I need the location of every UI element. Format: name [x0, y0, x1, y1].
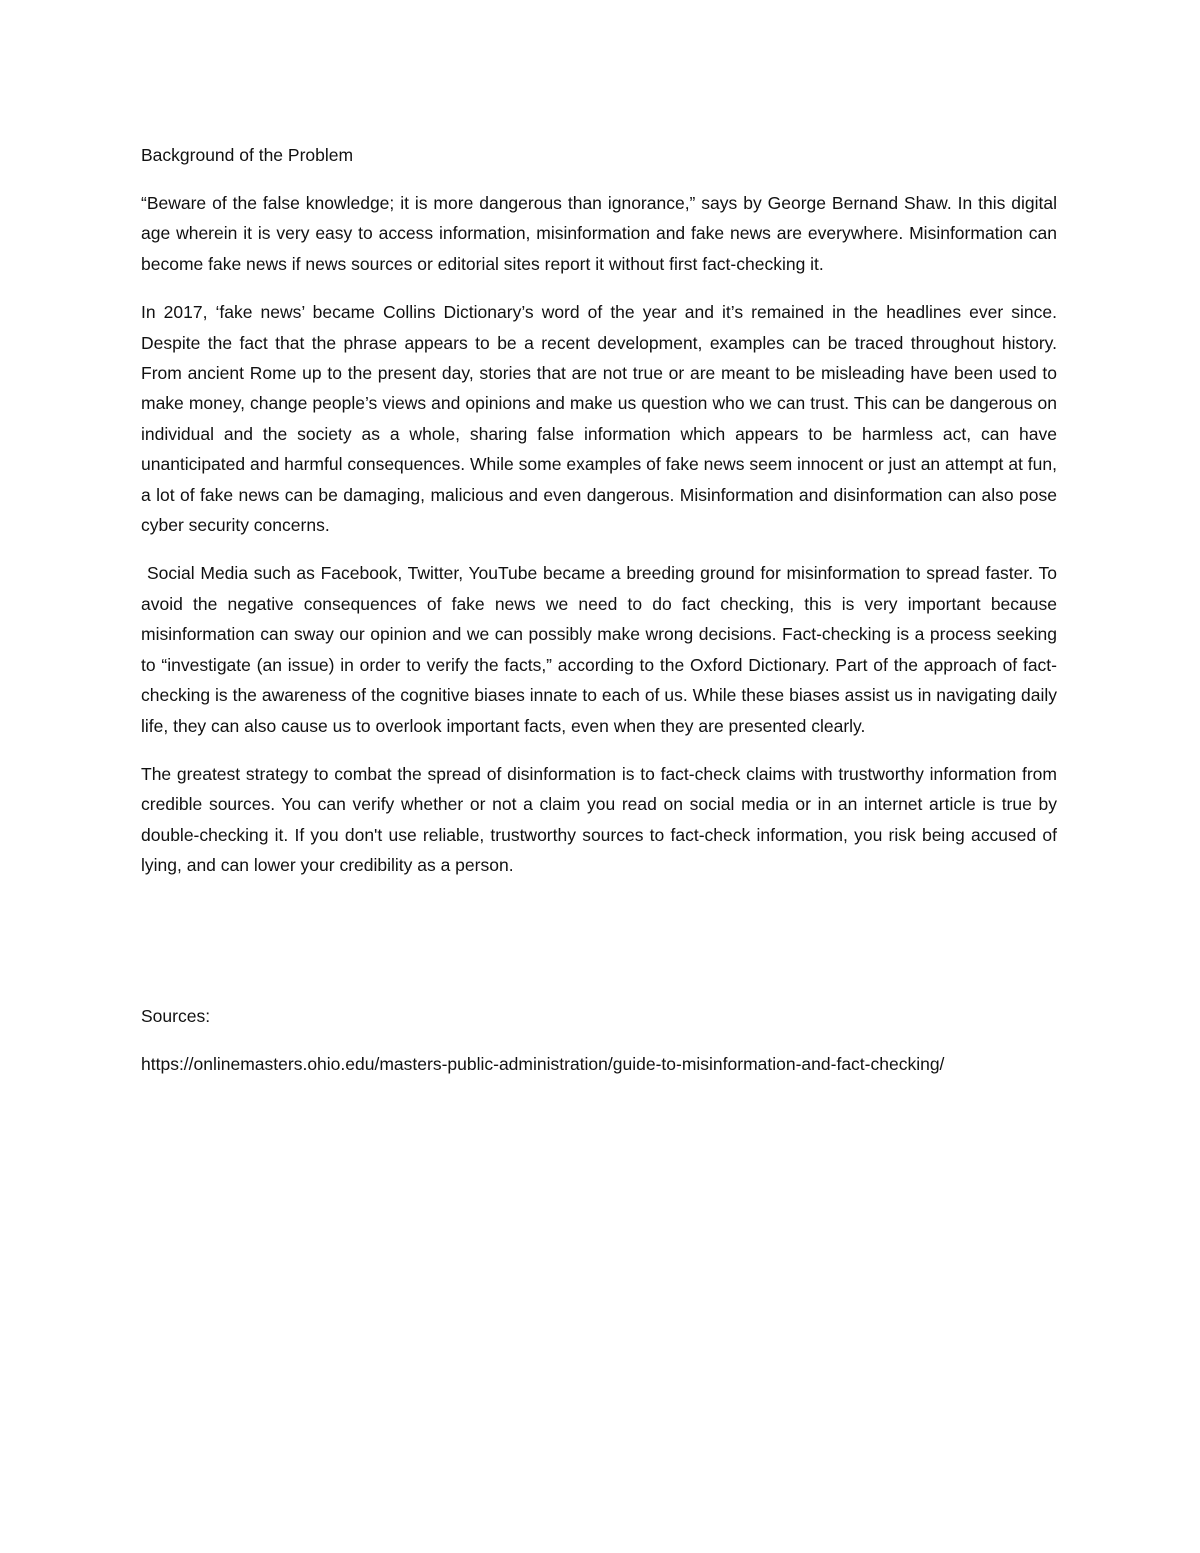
paragraph-intro: “Beware of the false knowledge; it is more dangerous than ignorance,” says by George Bernand Shaw. In this digital age wherein it is very easy to access information, misinformation and fake news are everywhere. Misinformation can become fake news if news sources or editorial sites report it without first fact-checking it.	[141, 193, 1057, 274]
section-heading: Background of the Problem	[141, 145, 354, 165]
blank-space	[141, 899, 1057, 1001]
paragraph-fake-news-history: In 2017, ‘fake news’ became Collins Dictionary’s word of the year and it’s remained in the headlines ever since. Despite the fact that the phrase appears to be a recent development, examples can be traced throughout history. From ancient Rome up to the present day, stories that are not true or are meant to be misleading have been used to make money, change people’s views and opinions and make us question who we can trust. This can be dangerous on individual and the society as a whole, sharing false information which appears to be harmless act, can have unanticipated and harmful consequences. While some examples of fake news seem innocent or just an attempt at fun, a lot of fake news can be damaging, malicious and even dangerous. Misinformation and disinformation can also pose cyber security concerns.	[141, 302, 1057, 536]
paragraph-strategy: The greatest strategy to combat the spread of disinformation is to fact-check claims with trustworthy information from credible sources. You can verify whether or not a claim you read on social media or in an internet article is true by double-checking it. If you don't use reliable, trustworthy sources to fact-check information, you risk being accused of lying, and can lower your credibility as a person.	[141, 763, 1057, 876]
sources-label: Sources:	[141, 1005, 211, 1026]
document-body	[141, 140, 1057, 1079]
paragraph-social-media: Social Media such as Facebook, Twitter, YouTube became a breeding ground for misinformation to spread faster. To avoid the negative consequences of fake news we need to do fact checking, this is very important because misinformation can sway our opinion and we can possibly make wrong decisions. Fact-checking is a process seeking to “investigate (an issue) in order to verify the facts,” according to the Oxford Dictionary. Part of the approach of fact-checking is the awareness of the cognitive biases innate to each of us. While these biases assist us in navigating daily life, they can also cause us to overlook important facts, even when they are presented clearly.	[141, 563, 1057, 736]
source-link[interactable]: https://onlinemasters.ohio.edu/masters-public-administration/guide-to-misinformation-and-fact-checking/	[141, 1053, 945, 1074]
